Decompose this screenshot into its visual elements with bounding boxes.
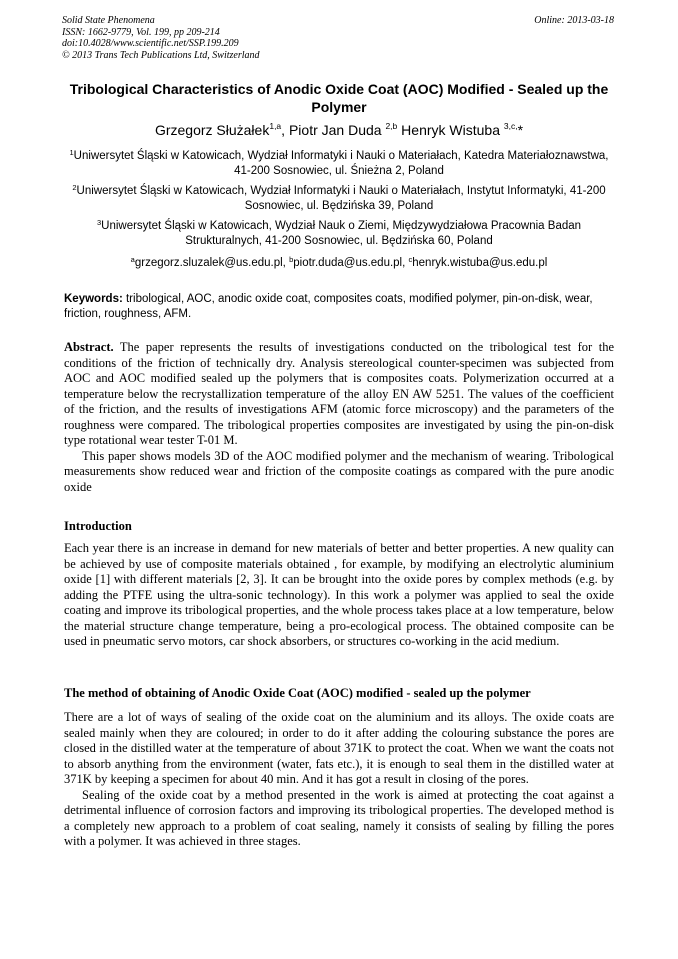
- affiliation-2: [64, 184, 614, 214]
- online-date: Online: 2013-03-18: [534, 15, 614, 26]
- abstract-label: Abstract.: [64, 340, 114, 354]
- keywords: [64, 292, 614, 322]
- author-separator: ,: [281, 122, 289, 138]
- email-superscript: c: [408, 255, 413, 264]
- author-name: Piotr Jan Duda: [288, 122, 386, 138]
- email-address[interactable]: grzegorz.sluzalek@us.edu.pl,: [134, 257, 290, 269]
- method-heading: The method of obtaining of Anodic Oxide Coat (AOC) modified - sealed up the polymer: [64, 686, 531, 700]
- journal-name: Solid State Phenomena: [62, 15, 155, 26]
- doi-line: doi:10.4028/www.scientific.net/SSP.199.209: [62, 38, 239, 49]
- affiliation-number: 3: [96, 218, 102, 227]
- email-address[interactable]: piotr.duda@us.edu.pl,: [293, 257, 409, 269]
- keywords-label: Keywords:: [64, 293, 123, 305]
- abstract-paragraph-1: [64, 340, 614, 449]
- email-address[interactable]: henryk.wistuba@us.edu.pl: [412, 257, 548, 269]
- affiliation-number: 1: [69, 148, 74, 157]
- abstract-paragraph-2: This paper shows models 3D of the AOC modified polymer and the mechanism of wearing. Tribological measurements show reduced wear and friction of the composite coatings as compared with the pure anodic oxide: [64, 448, 614, 494]
- email-superscript: a: [130, 255, 135, 264]
- introduction-paragraph: Each year there is an increase in demand for new materials of better and better properties. A new quality can be achieved by use of composite materials obtained , for example, by modifying an electrolytic aluminium oxide [1] with different materials [2, 3]. It can be brought into the oxide pores by complex methods (e.g. by adding the PTFE using the ultra-sonic technology). In this work a polymer was applied to seal the oxide coating and improve its tribological properties, and the whole process takes place at a low temperature, below the material structure change temperature, being a pro-ecological process. The obtained composite can be used in pneumatic servo motors, car shock absorbers, or structures co-working in the acid medium.: [64, 541, 614, 648]
- author-name: Grzegorz Służałek: [154, 122, 270, 138]
- method-paragraph-2: Sealing of the oxide coat by a method presented in the work is aimed at protecting the coat against a detrimental influence of corrosion factors and improving its tribological properties. The developed method is a completely new approach to a problem of coat sealing, namely it consists of sealing by filling the pores with a polymer. It was achieved in three stages.: [64, 787, 614, 848]
- method-paragraph-1: There are a lot of ways of sealing of the oxide coat on the aluminium and its alloys. The oxide coats are sealed mainly when they are coloured; in order to do it after adding the colouring substance the pores are closed in the distilled water at the temperature of about 371K to protect the coat. When we want the coats not to absorb anything from the environment (water, fats etc.), it is enough to seal them in the distilled water at 371K by keeping a specimen for about 40 min. And it has got a result in closing of the pores.: [64, 710, 614, 786]
- email-list: [64, 256, 614, 271]
- method-section: [64, 710, 614, 850]
- abstract-text: The paper represents the results of investigations conducted on the tribological test for the conditions of the friction of technically dry. Analysis stereological counter-specimen was subjected from AOC and AOC modified sealed up the polymers that is composites coats. Polymerization occurred at a temperature below the recrystallization temperature of the alloy EN AW 5251. The values of the coefficient of the friction, and the results of investigations AFM (atomic force microscopy) and the parameters of the roughness were compared. The tribological properties composites are investigated by using the pin-on-disk type rotational wear tester T-01 M.: [64, 340, 614, 447]
- author-list: [64, 121, 614, 139]
- affiliation-text: Uniwersytet Śląski w Katowicach, Wydział Informatyki i Nauki o Materiałach, Instytut Informatyki, 41-200 Sosnowiec, ul. Będzińska 39, Poland: [76, 185, 606, 212]
- author-superscript: 2,b: [385, 121, 398, 131]
- affiliation-text: Uniwersytet Śląski w Katowicach, Wydział Nauk o Ziemi, Międzywydziałowa Pracownia Badan Strukturalnych, 41-200 Sosnowiec, ul. Będzińska 60, Poland: [101, 220, 582, 247]
- abstract-section: [64, 340, 614, 495]
- introduction-section: [64, 541, 614, 650]
- affiliation-3: [64, 219, 614, 249]
- issn-line: ISSN: 1662-9779, Vol. 199, pp 209-214: [62, 26, 220, 38]
- author-name: Henryk Wistuba: [401, 122, 504, 138]
- affiliation-number: 2: [72, 183, 77, 192]
- keywords-text: tribological, AOC, anodic oxide coat, composites coats, modified polymer, pin-on-disk, wear, friction, roughness, AFM.: [64, 293, 593, 320]
- affiliation-text: Uniwersytet Śląski w Katowicach, Wydział Informatyki i Nauki o Materiałach, Katedra Materiałoznawstwa, 41-200 Sosnowiec, ul. Śnieżna 2, Poland: [73, 150, 609, 177]
- introduction-heading: Introduction: [64, 519, 132, 533]
- corresponding-mark: *: [517, 122, 524, 138]
- paper-title: Tribological Characteristics of Anodic Oxide Coat (AOC) Modified - Sealed up the Polymer: [69, 81, 609, 115]
- copyright-line: © 2013 Trans Tech Publications Ltd, Switzerland: [62, 49, 260, 61]
- affiliation-1: [64, 149, 614, 179]
- journal-header: [62, 15, 260, 61]
- email-superscript: b: [289, 255, 294, 264]
- author-superscript: 3,c,: [503, 121, 518, 131]
- author-superscript: 1,a: [269, 121, 282, 131]
